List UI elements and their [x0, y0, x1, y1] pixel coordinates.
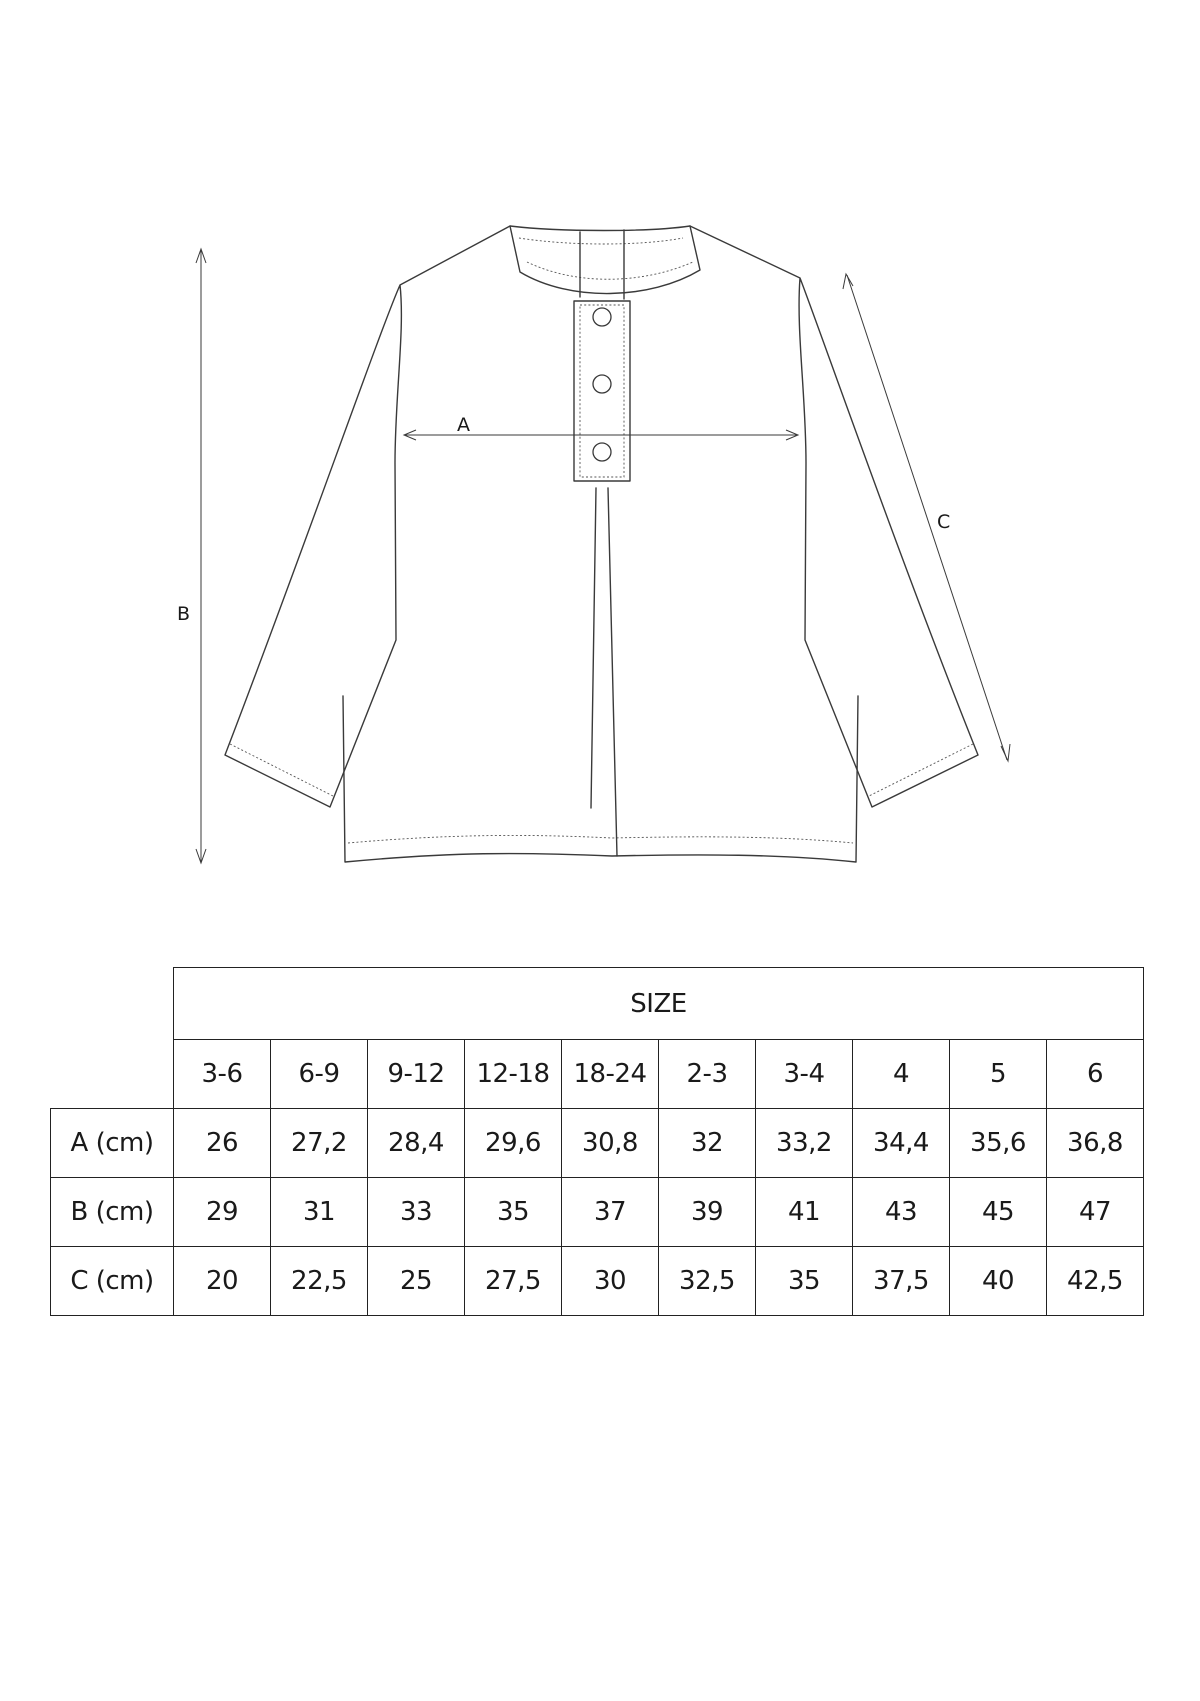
size-header-cell: 5 — [950, 1040, 1047, 1109]
button-3 — [593, 443, 611, 461]
size-header-cell: 4 — [853, 1040, 950, 1109]
table-cell: 30 — [562, 1247, 659, 1316]
dimension-label-a: A — [457, 414, 470, 436]
size-header-cell: 2-3 — [659, 1040, 756, 1109]
table-cell: 36,8 — [1047, 1109, 1144, 1178]
size-header-cell: 3-4 — [756, 1040, 853, 1109]
size-header-cell: 6-9 — [271, 1040, 368, 1109]
size-header-cell: 18-24 — [562, 1040, 659, 1109]
table-cell: 32,5 — [659, 1247, 756, 1316]
row-label: B (cm) — [51, 1178, 174, 1247]
dimension-label-c: C — [937, 511, 951, 533]
dimension-b — [177, 249, 206, 863]
size-header-cell: 6 — [1047, 1040, 1144, 1109]
table-cell: 41 — [756, 1178, 853, 1247]
table-cell: 29,6 — [465, 1109, 562, 1178]
dimension-a — [404, 414, 798, 440]
table-cell: 27,2 — [271, 1109, 368, 1178]
table-cell: 33 — [368, 1178, 465, 1247]
table-title-row — [51, 968, 1144, 1040]
table-corner-blank — [51, 1040, 174, 1109]
size-table — [50, 967, 1144, 1316]
table-cell: 42,5 — [1047, 1247, 1144, 1316]
table-cell: 33,2 — [756, 1109, 853, 1178]
table-cell: 37,5 — [853, 1247, 950, 1316]
size-header-cell: 3-6 — [174, 1040, 271, 1109]
table-cell: 27,5 — [465, 1247, 562, 1316]
shirt-outline — [225, 226, 978, 862]
table-cell: 22,5 — [271, 1247, 368, 1316]
table-corner-blank — [51, 968, 174, 1040]
table-title: SIZE — [174, 968, 1144, 1040]
table-cell: 20 — [174, 1247, 271, 1316]
table-cell: 40 — [950, 1247, 1047, 1316]
button-2 — [593, 375, 611, 393]
table-cell: 25 — [368, 1247, 465, 1316]
table-cell: 35 — [756, 1247, 853, 1316]
dimension-label-b: B — [177, 603, 191, 625]
table-cell: 29 — [174, 1178, 271, 1247]
table-cell: 45 — [950, 1178, 1047, 1247]
table-cell: 31 — [271, 1178, 368, 1247]
table-cell: 30,8 — [562, 1109, 659, 1178]
size-header-cell: 12-18 — [465, 1040, 562, 1109]
table-cell: 28,4 — [368, 1109, 465, 1178]
table-cell: 35 — [465, 1178, 562, 1247]
table-cell: 26 — [174, 1109, 271, 1178]
dimension-c — [843, 274, 1010, 761]
table-cell: 34,4 — [853, 1109, 950, 1178]
button-1 — [593, 308, 611, 326]
size-header-cell: 9-12 — [368, 1040, 465, 1109]
table-row — [51, 1109, 1144, 1178]
table-cell: 35,6 — [950, 1109, 1047, 1178]
row-label: A (cm) — [51, 1109, 174, 1178]
table-cell: 47 — [1047, 1178, 1144, 1247]
table-cell: 39 — [659, 1178, 756, 1247]
table-row — [51, 1247, 1144, 1316]
table-cell: 37 — [562, 1178, 659, 1247]
row-label: C (cm) — [51, 1247, 174, 1316]
table-size-header-row — [51, 1040, 1144, 1109]
table-cell: 32 — [659, 1109, 756, 1178]
table-row — [51, 1178, 1144, 1247]
table-cell: 43 — [853, 1178, 950, 1247]
